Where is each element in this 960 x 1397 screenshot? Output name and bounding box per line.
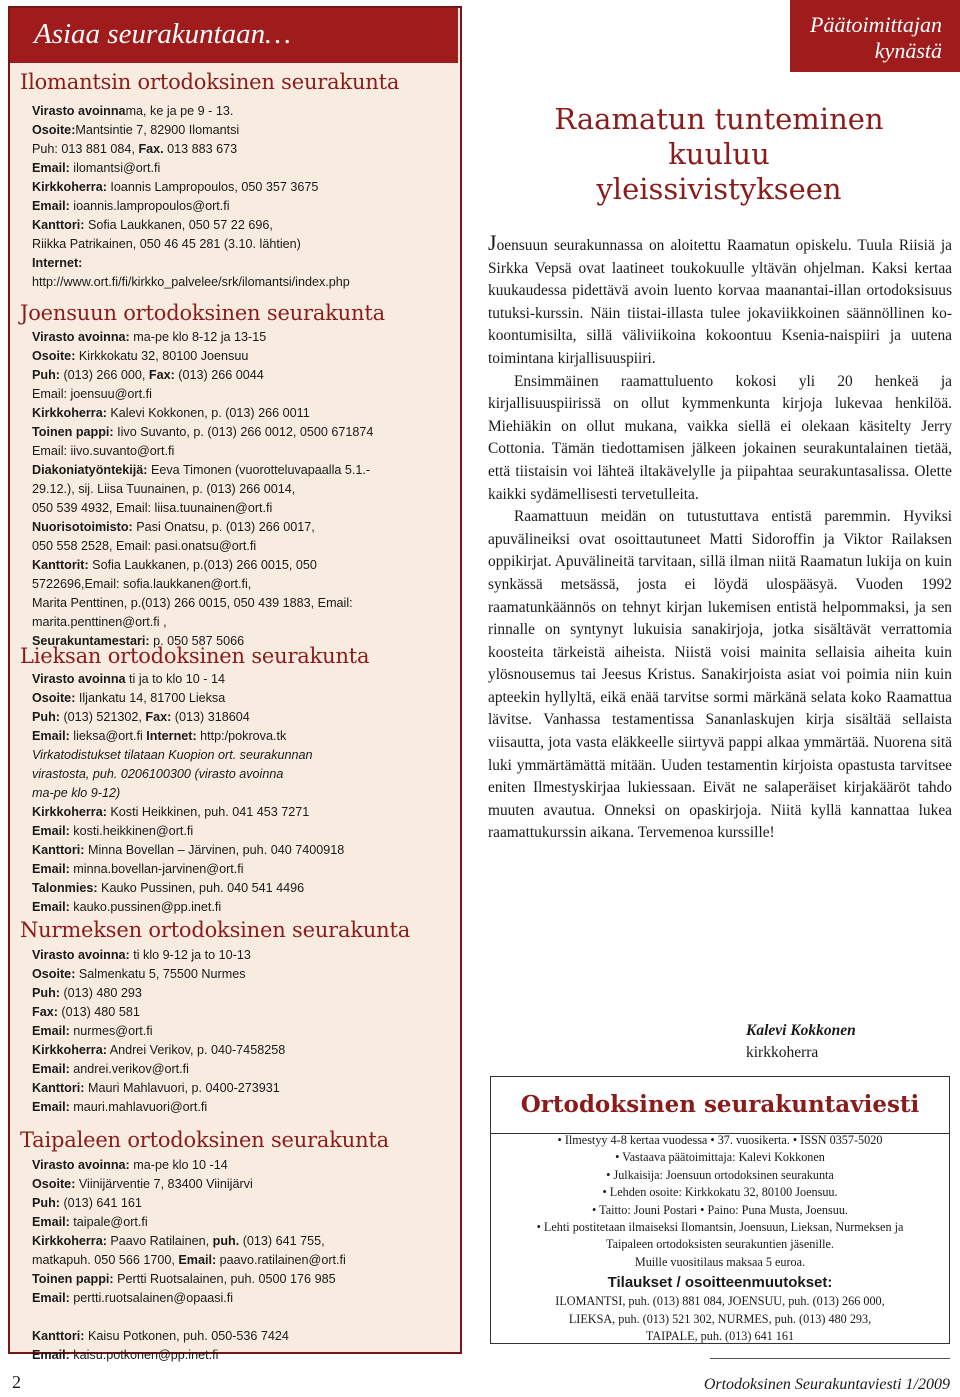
ilomantsi-title: Ilomantsin ortodoksinen seurakunta [20, 70, 400, 94]
detail-line [32, 1213, 346, 1232]
detail-label: Email: [32, 1348, 70, 1362]
colophon-line: Muille vuositilaus maksaa 5 euroa. [634, 1254, 806, 1269]
detail-line [32, 366, 373, 385]
detail-value: Mauri Mahlavuori, p. 0400-273931 [84, 1081, 280, 1095]
detail-value: Salmenkatu 5, 75500 Nurmes [75, 967, 246, 981]
detail-line [32, 385, 373, 404]
detail-value: (013) 480 293 [59, 986, 142, 1000]
detail-value: kosti.heikkinen@ort.fi [69, 824, 194, 838]
detail-value: kaisu.potkonen@pp.inet.fi [69, 1348, 219, 1362]
detail-line [32, 1060, 285, 1079]
detail-label: Fax: [32, 1005, 58, 1019]
detail-label: Kanttori: [32, 218, 85, 232]
detail-value: Email: joensuu@ort.fi [32, 387, 152, 401]
lieksa-details [32, 670, 344, 917]
detail-label: Kanttori: [32, 1081, 85, 1095]
colophon-line: • Vastaava päätoimittaja: Kalevi Kokkonen [615, 1150, 825, 1165]
detail-label: Email: [32, 161, 70, 175]
detail-value: Iljankatu 14, 81700 Lieksa [75, 691, 226, 705]
author-role: kirkkoherra [746, 1044, 819, 1061]
detail-line [32, 461, 373, 480]
detail-line [32, 1022, 285, 1041]
detail-line [32, 442, 373, 461]
joensuu-details [32, 328, 373, 651]
detail-value: (013) 521302, [59, 710, 146, 724]
detail-value: ma-pe klo 9-12) [32, 786, 121, 800]
detail-value: http:/pokrova.tk [196, 729, 287, 743]
parish-info-panel [8, 6, 462, 1362]
detail-line [32, 1175, 346, 1194]
detail-label: Puh: [32, 368, 60, 382]
detail-label: Kirkkoherra: [32, 1234, 107, 1248]
detail-value: Kosti Heikkinen, puh. 041 453 7271 [106, 805, 310, 819]
detail-value: ioannis.lampropoulos@ort.fi [69, 199, 230, 213]
detail-label: Puh: [32, 710, 60, 724]
detail-label: Osoite: [32, 123, 76, 137]
detail-line [32, 860, 344, 879]
detail-label: Email: [32, 729, 70, 743]
detail-value: ma, ke ja pe 9 - 13. [125, 104, 234, 118]
detail-value: http://www.ort.fi/fi/kirkko_palvelee/srk/ilomantsi/index.php [32, 275, 350, 289]
ribbon-line-2: kynästä [874, 38, 942, 63]
detail-value: Kirkkokatu 32, 80100 Joensuu [75, 349, 249, 363]
detail-line [32, 1194, 346, 1213]
detail-line [32, 423, 373, 442]
detail-line [32, 689, 344, 708]
detail-value: Virkatodistukset tilataan Kuopion ort. seurakunnan [32, 748, 313, 762]
detail-line [32, 1251, 346, 1270]
detail-value: Kauko Pussinen, puh. 040 541 4496 [97, 881, 305, 895]
detail-value: minna.bovellan-jarvinen@ort.fi [69, 862, 244, 876]
detail-line [32, 1003, 285, 1022]
detail-line [32, 518, 373, 537]
detail-line [32, 765, 344, 784]
detail-label: Osoite: [32, 1177, 76, 1191]
detail-value: 050 558 2528, Email: pasi.onatsu@ort.fi [32, 539, 257, 553]
detail-line [32, 1079, 285, 1098]
page-number: 2 [12, 1372, 21, 1392]
joensuu-title: Joensuun ortodoksinen seurakunta [20, 301, 385, 325]
detail-label: puh. [212, 1234, 240, 1248]
detail-label: Virasto avoinna: [32, 1158, 130, 1172]
detail-value: Pertti Ruotsalainen, puh. 0500 176 985 [113, 1272, 336, 1286]
colophon-line: • Ilmestyy 4-8 kertaa vuodessa • 37. vuosikerta. • ISSN 0357-5020 [557, 1133, 883, 1147]
headline-line-3: yleissivistykseen [596, 172, 842, 206]
subscriptions-line: ILOMANTSI, puh. (013) 881 084, JOENSUU, puh. (013) 266 000, [555, 1294, 885, 1309]
detail-line [32, 159, 350, 178]
detail-value: p. 050 587 5066 [149, 634, 245, 648]
colophon-line: • Julkaisija: Joensuun ortodoksinen seurakunta [606, 1167, 834, 1182]
colophon-line: Taipaleen ortodoksisten seurakuntien jäsenille. [606, 1237, 834, 1252]
editor-ribbon [790, 0, 960, 72]
subscriptions-line: TAIPALE, puh. (013) 641 161 [645, 1329, 795, 1344]
colophon-line: • Lehti postitetaan ilmaiseksi Ilomantsin, Joensuun, Lieksan, Nurmeksen ja [536, 1220, 904, 1235]
detail-value: Kalevi Kokkonen, p. (013) 266 0011 [106, 406, 310, 420]
detail-line [32, 746, 344, 765]
detail-value: ti ja to klo 10 - 14 [125, 672, 225, 686]
taipale-details [32, 1156, 346, 1365]
detail-line [32, 404, 373, 423]
detail-label: Nuorisotoimisto: [32, 520, 133, 534]
detail-value: marita.penttinen@ort.fi , [32, 615, 167, 629]
detail-label: Email: [32, 824, 70, 838]
detail-line [32, 480, 373, 499]
detail-line [32, 841, 344, 860]
footer-rule [710, 1358, 950, 1359]
detail-value: (013) 641 161 [59, 1196, 142, 1210]
detail-line [32, 1308, 346, 1327]
detail-value: Andrei Verikov, p. 040-7458258 [106, 1043, 286, 1057]
detail-value: taipale@ort.fi [69, 1215, 148, 1229]
detail-value: Sofia Laukkanen, p.(013) 266 0015, 050 [88, 558, 317, 572]
detail-label: Email: [178, 1253, 217, 1267]
detail-line [32, 784, 344, 803]
colophon-box [490, 1076, 950, 1344]
detail-label: Virasto avoinna: [32, 948, 130, 962]
detail-value: (013) 318604 [171, 710, 250, 724]
detail-line [32, 575, 373, 594]
detail-label: Kirkkoherra: [32, 180, 107, 194]
detail-value: Kaisu Potkonen, puh. 050-536 7424 [84, 1329, 289, 1343]
detail-value: Email: iivo.suvanto@ort.fi [32, 444, 175, 458]
detail-line [32, 1041, 285, 1060]
detail-value: Eeva Timonen (vuorotteluvapaalla 5.1.- [147, 463, 371, 477]
detail-line [32, 1289, 346, 1308]
article-headline [490, 102, 948, 207]
detail-value: ma-pe klo 8-12 ja 13-15 [129, 330, 267, 344]
detail-line [32, 537, 373, 556]
detail-value: 050 539 4932, Email: liisa.tuunainen@ort.fi [32, 501, 273, 515]
detail-label: Talonmies: [32, 881, 98, 895]
detail-value: (013) 266 000, [59, 368, 149, 382]
detail-value: Sofia Laukkanen, 050 57 22 696, [84, 218, 273, 232]
detail-value: Riikka Patrikainen, 050 46 45 281 (3.10. lähtien) [32, 237, 301, 251]
detail-label: Kanttori: [32, 843, 85, 857]
detail-line [32, 216, 350, 235]
detail-label: Internet: [146, 729, 197, 743]
taipale-title: Taipaleen ortodoksinen seurakunta [20, 1128, 389, 1152]
detail-value: 013 883 673 [163, 142, 238, 156]
detail-line [32, 121, 350, 140]
detail-line [32, 594, 373, 613]
detail-line [32, 347, 373, 366]
section-banner [10, 8, 458, 63]
detail-value: mauri.mahlavuori@ort.fi [69, 1100, 208, 1114]
detail-value: ma-pe klo 10 -14 [129, 1158, 228, 1172]
detail-label: Email: [32, 1024, 70, 1038]
detail-value: ilomantsi@ort.fi [69, 161, 161, 175]
detail-label: Email: [32, 199, 70, 213]
detail-value: paavo.ratilainen@ort.fi [216, 1253, 346, 1267]
detail-line [32, 140, 350, 159]
detail-line [32, 499, 373, 518]
article-paragraph-2: Ensimmäinen raamattuluento kokosi yli 20 henkeä ja kirjallisuuspiirissä on ollut kymmenkunta kirjoja lukevaa henkilöä. Miehiäkin on ollut mukana, vaikka siellä ei olekaan käsitelty Jerry Cottonia. Tämän tiedottamisen jälkeen jokainen seurakuntalainen tietää, että tiistaisin voi lähteä iltakävelylle ja piipahtaa seurakuntasalissa. Olette kaikki sydämellisesti tervetulleita. [488, 372, 952, 503]
article-paragraph-3: Raamattuun meidän on tutustuttava entistä paremmin. Hyviksi apuvälineiksi ovat osoittautuneet Matti Sidoroffin ja Viktor Railaksen oppikirjat. Apuvälineitä tarvitaan, sillä ilman niitä Raamatun lukija on kuin synkässä metsässä, josta ei löydä ulospääsyä. Vuoden 1992 raamatunkäännös on tehnyt kirjan lukemisen entistä helpommaksi, ja sen rinnalle on syntynyt lukuisia sanakirjoja, jotka sisältävät verrattomia koosteita tärkeistä aiheista. Niistä voisi mainita sellaisia aiheita kuin ylösnousemus tai Jeesus Kristus. Sanakirjoista asiat voi poimia niin kuin apteekin hyllyltä, eikä enää tarvitse sormi märkänä selata koko Raamattua lävitse. Vanhassa testamentissa Sananlaskujen kirja sisältää sellaista viisautta, jota vasta eläkkeelle siirtyvä pappi alkaa ymmärtää. Nuorena sitä luki ymmärtämättä mitään. Uuden testamentin kirjoista opastusta tarvitsee eniten Ilmestyskirjaa lukiessaan. Eivät ne salaperäiset kirjakääröt tahdo muuten avautua. Onneksi on opaskirjoja. Niitä kyllä kannattaa lukea raamattukurssin aikana. Tervemenoa kurssille! [488, 508, 952, 842]
detail-label: Kirkkoherra: [32, 805, 107, 819]
detail-label: Email: [32, 1291, 70, 1305]
ribbon-line-1: Päätoimittajan [810, 12, 942, 37]
detail-line [32, 965, 285, 984]
detail-value: ti klo 9-12 ja to 10-13 [129, 948, 251, 962]
detail-line [32, 273, 350, 292]
article-body [488, 232, 952, 845]
detail-line [32, 1156, 346, 1175]
detail-line [32, 946, 285, 965]
detail-line [32, 803, 344, 822]
detail-value: pertti.ruotsalainen@opaasi.fi [69, 1291, 234, 1305]
detail-label: Internet: [32, 256, 83, 270]
detail-label: Osoite: [32, 967, 76, 981]
detail-line [32, 727, 344, 746]
subscriptions-line: LIEKSA, puh. (013) 521 302, NURMES, puh. (013) 480 293, [568, 1311, 872, 1326]
detail-line [32, 197, 350, 216]
detail-label: Seurakuntamestari: [32, 634, 150, 648]
detail-line [32, 879, 344, 898]
nurmes-title: Nurmeksen ortodoksinen seurakunta [20, 918, 411, 942]
detail-value: matkapuh. 050 566 1700, [32, 1253, 179, 1267]
detail-line [32, 1098, 285, 1117]
detail-line [32, 556, 373, 575]
detail-label: Virasto avoinna: [32, 330, 130, 344]
detail-line [32, 328, 373, 347]
detail-value: (013) 266 0044 [174, 368, 264, 382]
detail-line [32, 254, 350, 273]
detail-label: Virasto avoinna [32, 672, 126, 686]
banner-title: Asiaa seurakuntaan… [34, 18, 291, 50]
detail-label: Kanttorit: [32, 558, 89, 572]
article-paragraph-1: Joensuun seurakunnassa on aloitettu Raamatun opiskelu. Tuula Riisiä ja Sirkka Vepsä ovat laatineet toukokuulle yltävän ohjelman. Kaksi kertaa kuukaudessa pidettävä avoin luento korvaa maanantai-illan ortodoksisuus tutuksi-kurssin. Näin tiistai-illasta tulee jokaviikkoinen säännöllinen kokoontumisilta, sillä väliviikoina kokoontuu Ksenia-naispiiri ja uutena toimintana kirjallisuuspiiri. [488, 230, 952, 367]
nurmes-details [32, 946, 285, 1117]
detail-label: Email: [32, 900, 70, 914]
detail-label: Kanttori: [32, 1329, 85, 1343]
colophon-line: • Taitto: Jouni Postari • Paino: Puna Musta, Joensuu. [592, 1202, 848, 1217]
detail-line [32, 1346, 346, 1365]
detail-value: 5722696,Email: sofia.laukkanen@ort.fi, [32, 577, 252, 591]
dropcap-letter: J [488, 230, 497, 255]
detail-label: Fax. [138, 142, 164, 156]
detail-line [32, 670, 344, 689]
detail-label: Diakoniatyöntekijä: [32, 463, 148, 477]
detail-label: Toinen pappi: [32, 425, 114, 439]
detail-value: Ioannis Lampropoulos, 050 357 3675 [106, 180, 319, 194]
detail-line [32, 708, 344, 727]
detail-value: nurmes@ort.fi [69, 1024, 153, 1038]
detail-line [32, 178, 350, 197]
detail-label: Kirkkoherra: [32, 406, 107, 420]
detail-line [32, 822, 344, 841]
colophon-title: Ortodoksinen seurakuntaviesti [520, 1091, 920, 1118]
detail-value: virastosta, puh. 0206100300 (virasto avoinna [32, 767, 284, 781]
detail-value: Viinijärventie 7, 83400 Viinijärvi [75, 1177, 253, 1191]
detail-value: Puh: 013 881 084, [32, 142, 139, 156]
detail-value: (013) 641 755, [239, 1234, 325, 1248]
detail-line [32, 1270, 346, 1289]
headline-line-2: kuuluu [668, 137, 770, 171]
detail-value: 29.12.), sij. Liisa Tuunainen, p. (013) 266 0014, [32, 482, 296, 496]
detail-label: Fax: [148, 368, 175, 382]
detail-value: kauko.pussinen@pp.inet.fi [69, 900, 222, 914]
detail-value: Iivo Suvanto, p. (013) 266 0012, 0500 671874 [113, 425, 374, 439]
detail-line [32, 898, 344, 917]
detail-label: Osoite: [32, 691, 76, 705]
detail-value: Mantsintie 7, 82900 Ilomantsi [75, 123, 240, 137]
detail-value: Paavo Ratilainen, [106, 1234, 213, 1248]
detail-label: Puh: [32, 986, 60, 1000]
detail-label: Osoite: [32, 349, 76, 363]
detail-label: Email: [32, 862, 70, 876]
detail-label: Puh: [32, 1196, 60, 1210]
subscriptions-title: Tilaukset / osoitteenmuutokset: [607, 1274, 833, 1292]
detail-line [32, 235, 350, 254]
detail-value: andrei.verikov@ort.fi [69, 1062, 189, 1076]
detail-label: Virasto avoinna [32, 104, 126, 118]
detail-line [32, 1232, 346, 1251]
detail-value: lieksa@ort.fi [69, 729, 147, 743]
publication-name: Ortodoksinen Seurakuntaviesti 1/2009 [703, 1376, 950, 1393]
detail-label: Email: [32, 1100, 70, 1114]
detail-line [32, 102, 350, 121]
detail-label: Fax: [145, 710, 172, 724]
detail-label: Toinen pappi: [32, 1272, 114, 1286]
detail-label: Email: [32, 1062, 70, 1076]
detail-value: Minna Bovellan – Järvinen, puh. 040 7400918 [84, 843, 345, 857]
detail-line [32, 984, 285, 1003]
colophon-line: • Lehden osoite: Kirkkokatu 32, 80100 Joensuu. [602, 1185, 838, 1200]
detail-line [32, 1327, 346, 1346]
ilomantsi-details [32, 102, 350, 292]
headline-line-1: Raamatun tunteminen [554, 102, 884, 136]
author-name: Kalevi Kokkonen [746, 1022, 856, 1039]
lieksa-title: Lieksan ortodoksinen seurakunta [20, 644, 370, 668]
detail-value: (013) 480 581 [57, 1005, 140, 1019]
detail-value: Marita Penttinen, p.(013) 266 0015, 050 439 1883, Email: [32, 596, 353, 610]
detail-value: Pasi Onatsu, p. (013) 266 0017, [132, 520, 315, 534]
colophon-lines [491, 1133, 949, 1345]
detail-label: Email: [32, 1215, 70, 1229]
detail-label: Kirkkoherra: [32, 1043, 107, 1057]
detail-line [32, 613, 373, 632]
